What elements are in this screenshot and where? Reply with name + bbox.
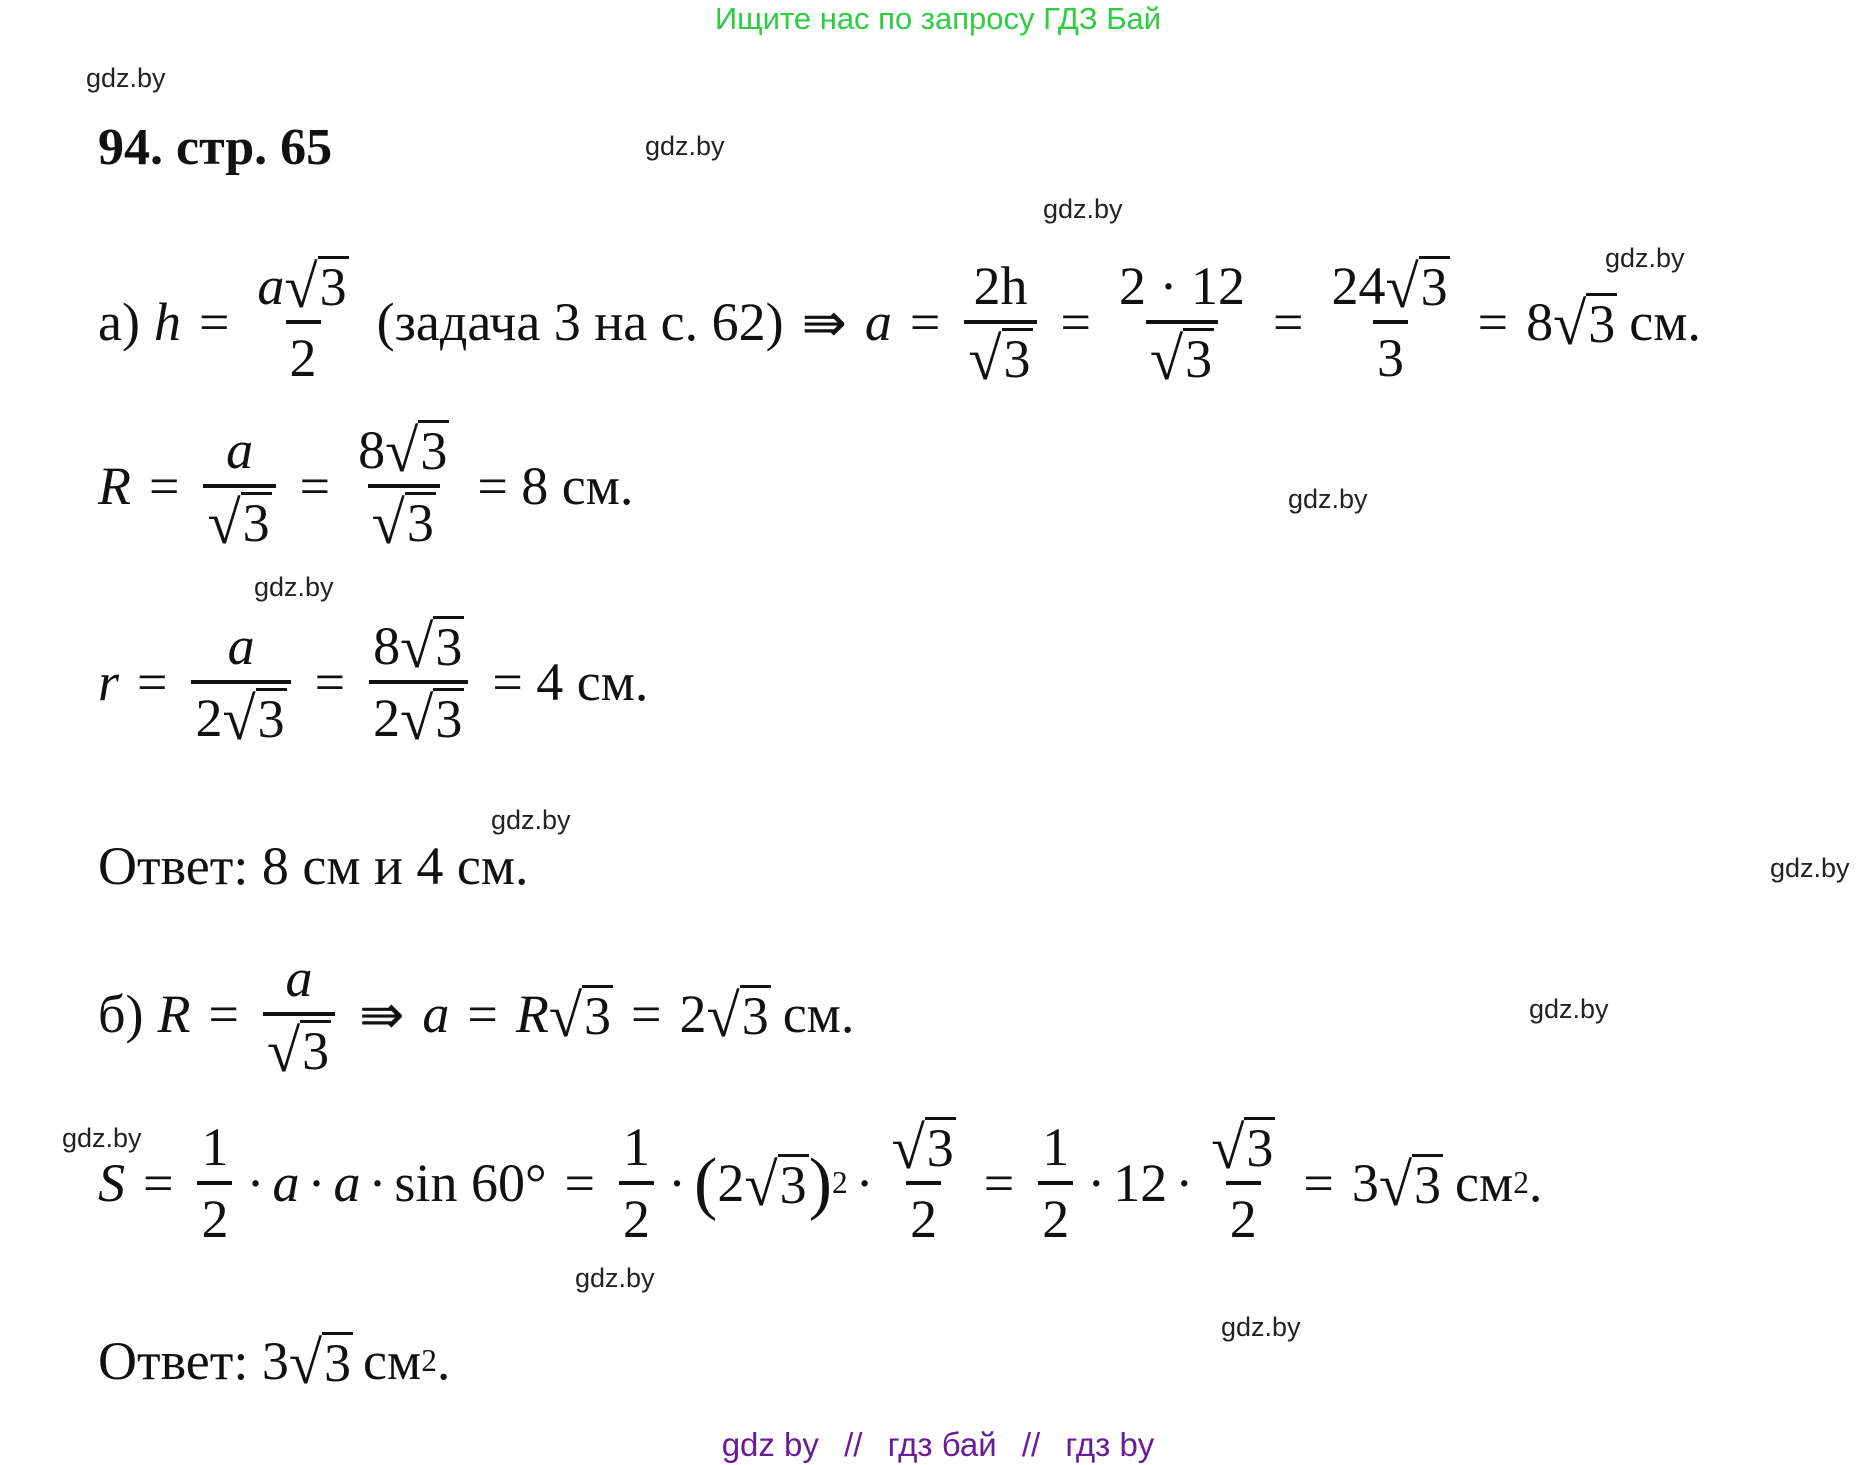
- problem-title: 94. стр. 65: [98, 119, 333, 176]
- var-R: R: [157, 984, 191, 1044]
- equals: =: [314, 652, 346, 712]
- part-a-line-r: [98, 614, 649, 753]
- equals: =: [198, 292, 230, 352]
- equals: =: [1477, 292, 1509, 352]
- implies-sign: ⇛: [359, 984, 405, 1045]
- answer-b: Ответ: 3 √ 3 см 2 .: [98, 1329, 451, 1397]
- watermark: gdz.by: [645, 131, 725, 161]
- equals: =: [631, 984, 662, 1044]
- equals: =: [299, 456, 331, 516]
- part-a-line-R: [98, 418, 634, 557]
- watermark: gdz.by: [1770, 853, 1850, 883]
- fraction-h: a √ 3 2: [257, 254, 347, 388]
- watermark: gdz.by: [575, 1263, 655, 1293]
- equals: =: [208, 984, 239, 1044]
- footer-links: gdz by // гдз бай // гдз by: [721, 1426, 1155, 1463]
- fraction-2h: 2h √ 3: [964, 254, 1036, 390]
- fraction-8r3-r3: 8 √ 3 √ 3: [358, 418, 448, 557]
- var-a: a: [257, 256, 285, 316]
- watermark: gdz.by: [62, 1123, 142, 1153]
- fraction-r3-2: √ 3 2: [1211, 1115, 1274, 1249]
- fraction-half: $\frac{1}{2}$: [619, 1115, 654, 1251]
- fraction-a-r3: a √ 3: [263, 946, 335, 1082]
- equals: =: [1303, 1153, 1334, 1213]
- side-result: 8: [1526, 292, 1554, 352]
- watermark: gdz.by: [1605, 243, 1685, 273]
- unit: см.: [782, 984, 855, 1044]
- sin-60: sin 60°: [394, 1153, 547, 1213]
- footer-link-gdz-by[interactable]: gdz by: [721, 1426, 819, 1463]
- fraction-r3-2: √ 3 2: [891, 1115, 954, 1249]
- part-b-line-S: S = $\frac{1}{2}$ · a · a · sin 60° = $\frac{1}{2}$ · ( 2 √ 3 ) 2 · √ 3 2 = $\frac{1}{2}$ · 12 · √ 3 2 = 3 √ 3 см 2 .: [98, 1115, 1543, 1249]
- fraction-a-r3: a √ 3: [203, 418, 275, 554]
- equals: =: [909, 292, 941, 352]
- fraction-8r3-2r3: 8 √ 3 2 √ 3: [369, 614, 468, 750]
- watermark: gdz.by: [1043, 194, 1123, 224]
- R-result: = 8 см.: [477, 456, 634, 516]
- implies-sign: ⇛: [801, 292, 847, 353]
- part-a-line-1: а) h = a √ 3 2 (задача 3 на с. 62) ⇛ a = 2h √ 3 = 2 · 12 √ 3 = 24 √ 3 3 = 8 √ 3 см.: [98, 254, 1701, 393]
- equals: =: [564, 1153, 596, 1213]
- reference-note: (задача 3 на с. 62): [376, 292, 784, 352]
- equals: =: [143, 1153, 174, 1213]
- watermark: gdz.by: [1288, 484, 1368, 514]
- var-R: R: [98, 456, 131, 516]
- unit: см.: [1629, 292, 1701, 352]
- fraction-a-2r3: a 2 √ 3: [191, 614, 290, 750]
- var-a: a: [864, 292, 892, 352]
- promo-header: Ищите нас по запросу ГДЗ Бай: [714, 1, 1162, 36]
- watermark: gdz.by: [1529, 994, 1609, 1024]
- equals: =: [1060, 292, 1091, 352]
- watermark: gdz.by: [254, 572, 334, 602]
- footer-link-gdz-by-cyr[interactable]: гдз by: [1065, 1426, 1155, 1463]
- equals: =: [137, 652, 168, 712]
- watermark: gdz.by: [1221, 1312, 1301, 1342]
- part-b-label: б): [98, 984, 144, 1044]
- watermark: gdz.by: [86, 63, 166, 93]
- var-S: S: [98, 1153, 125, 1213]
- part-b-line-1: б) R = a √ 3 ⇛ a = R √ 3 = 2 √ 3 см.: [98, 948, 855, 1085]
- var-h: h: [153, 292, 181, 352]
- var-r: r: [98, 652, 120, 712]
- fraction-2x12: 2 · 12 √ 3: [1119, 256, 1245, 393]
- equals: =: [149, 456, 180, 516]
- equals: =: [1272, 292, 1304, 352]
- fraction-half: $\frac{1}{2}$: [1038, 1115, 1073, 1251]
- equals: =: [467, 984, 498, 1044]
- answer-a: Ответ: 8 см и 4 см.: [98, 836, 529, 896]
- watermark: gdz.by: [491, 805, 571, 835]
- fraction-24r3: 24 √ 3 3: [1331, 254, 1448, 388]
- fraction-half: $\frac{1}{2}$: [197, 1115, 232, 1251]
- equals: =: [983, 1153, 1015, 1213]
- footer-link-gdz-bai[interactable]: гдз бай: [887, 1426, 997, 1463]
- part-a-label: а): [98, 292, 140, 352]
- r-result: = 4 см.: [492, 652, 649, 712]
